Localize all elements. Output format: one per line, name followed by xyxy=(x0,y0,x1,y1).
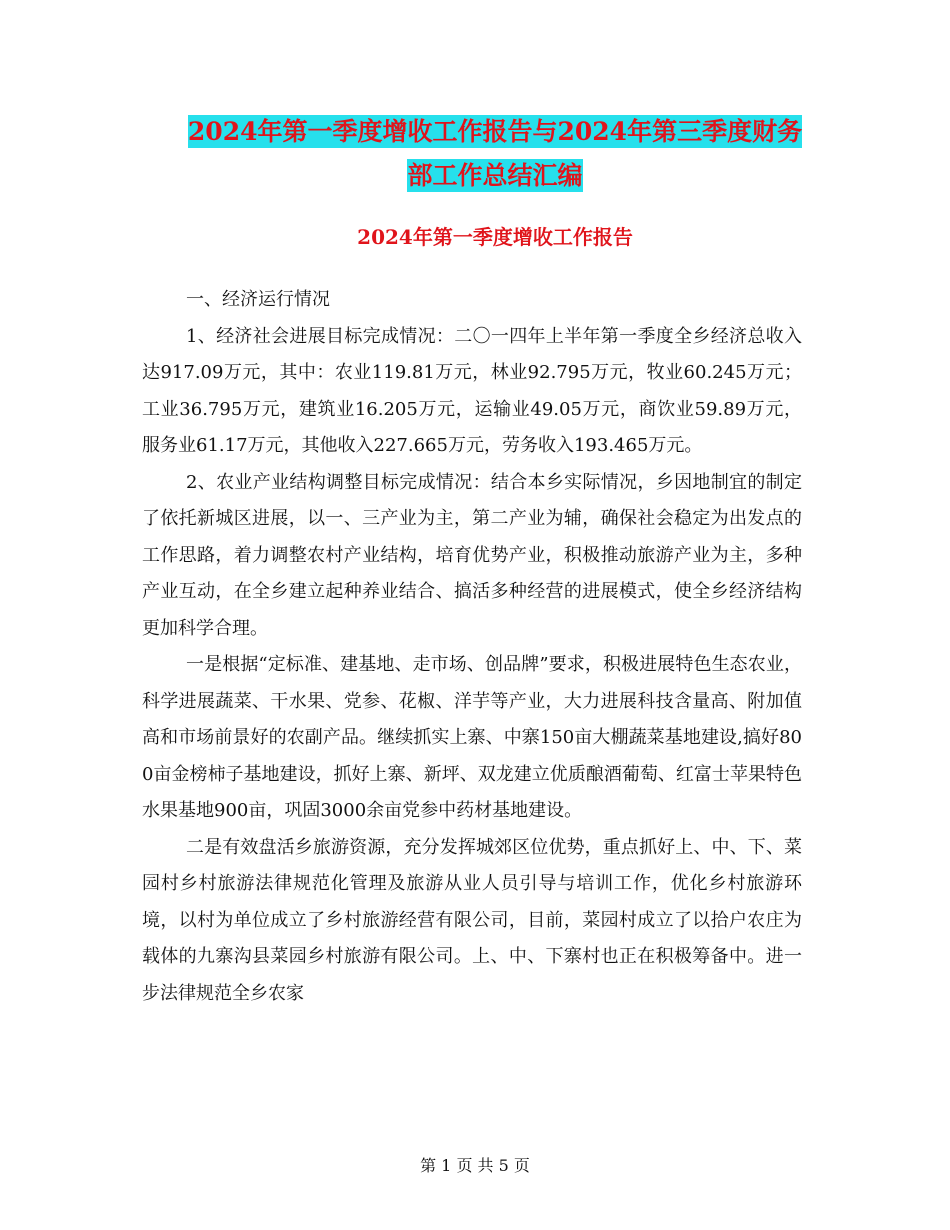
paragraph-tourism: 二是有效盘活乡旅游资源，充分发挥城郊区位优势，重点抓好上、中、下、菜园村乡村旅游法律规范化管理及旅游从业人员引导与培训工作，优化乡村旅游环境，以村为单位成立了乡村旅游经营有限公司，目前，菜园村成立了以拾户农庄为载体的九寨沟县菜园乡村旅游有限公司。上、中、下寨村也正在积极筹备中。进一步法律规范全乡农家 xyxy=(142,836,802,1004)
document-title-line-1: 2024年第一季度增收工作报告与2024年第三季度财务 xyxy=(187,117,803,146)
section-title: 2024年第一季度增收工作报告 xyxy=(357,225,633,249)
document-body xyxy=(142,282,802,1012)
paragraph-ecological-agriculture: 一是根据“定标准、建基地、走市场、创品牌”要求，积极进展特色生态农业，科学进展蔬菜、干水果、党参、花椒、洋芋等产业，大力进展科技含量高、附加值高和市场前景好的农副产品。继续抓实上寨、中寨150亩大棚蔬菜基地建设,搞好800亩金榜柿子基地建设，抓好上寨、新坪、双龙建立优质酿酒葡萄、红富士苹果特色水果基地900亩，巩固3000余亩党参中药材基地建设。 xyxy=(142,654,802,821)
paragraph-heading: 一、经济运行情况 xyxy=(186,289,330,310)
paragraph-structure-adjustment: 2、农业产业结构调整目标完成情况：结合本乡实际情况，乡因地制宜的制定了依托新城区进展，以一、三产业为主，第二产业为辅，确保社会稳定为出发点的工作思路，着力调整农村产业结构，培育优势产业，积极推动旅游产业为主，多种产业互动，在全乡建立起种养业结合、搞活多种经营的进展模式，使全乡经济结构更加科学合理。 xyxy=(142,471,802,639)
document-title-line-2: 部工作总结汇编 xyxy=(407,161,583,190)
document-title xyxy=(100,110,890,198)
paragraph-economic-targets: 1、经济社会进展目标完成情况：二〇一四年上半年第一季度全乡经济总收入达917.09万元，其中：农业119.81万元，林业92.795万元，牧业60.245万元；工业36.795万元，建筑业16.205万元，运输业49.05万元，商饮业59.89万元，服务业61.17万元，其他收入227.665万元，劳务收入193.465万元。 xyxy=(142,325,802,456)
page-footer: 第 1 页 共 5 页 xyxy=(420,1156,530,1175)
